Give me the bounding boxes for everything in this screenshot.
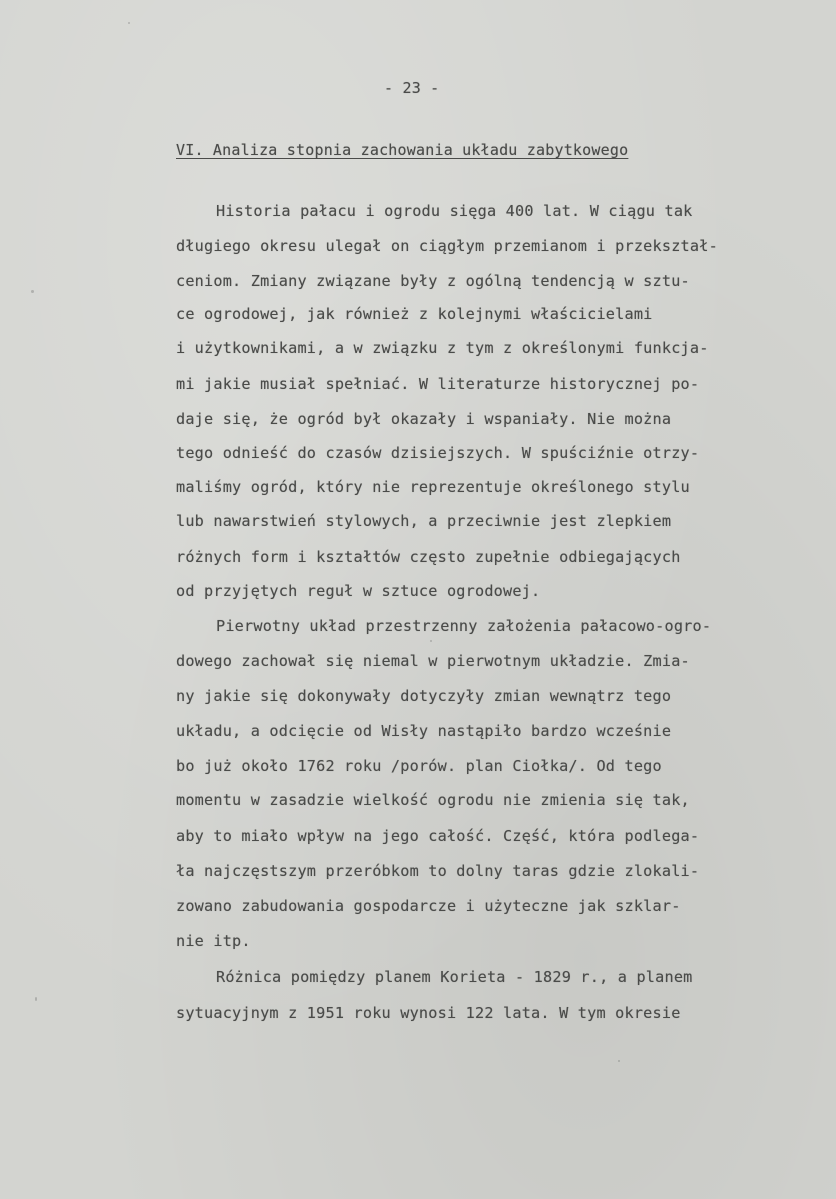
paper-speck <box>128 22 130 24</box>
text-line: mi jakie musiał spełniać. W literaturze historycznej po- <box>176 375 700 393</box>
text-line: od przyjętych reguł w sztuce ogrodowej. <box>176 582 541 600</box>
text-line: daje się, że ogród był okazały i wspaniały. Nie można <box>176 410 672 428</box>
page-number: - 23 - <box>384 79 440 97</box>
text-line: zowano zabudowania gospodarcze i użyteczne jak szklar- <box>176 897 681 915</box>
text-line: tego odnieść do czasów dzisiejszych. W spuściźnie otrzy- <box>176 444 700 462</box>
text-line: i użytkownikami, a w związku z tym z określonymi funkcja- <box>176 339 709 357</box>
text-line: ce ogrodowej, jak również z kolejnymi właścicielami <box>176 305 653 323</box>
section-heading: VI. Analiza stopnia zachowania układu zabytkowego <box>176 141 629 159</box>
text-line: lub nawarstwień stylowych, a przeciwnie jest zlepkiem <box>176 512 672 530</box>
paper-speck <box>618 1060 620 1062</box>
text-line: sytuacyjnym z 1951 roku wynosi 122 lata. W tym okresie <box>176 1004 681 1022</box>
paper-speck <box>430 640 432 642</box>
paper-speck <box>35 997 37 1001</box>
text-line: dowego zachował się niemal w pierwotnym układzie. Zmia- <box>176 652 690 670</box>
paper-speck <box>31 290 34 293</box>
text-line: Historia pałacu i ogrodu sięga 400 lat. W ciągu tak <box>216 202 693 220</box>
text-line: różnych form i kształtów często zupełnie odbiegających <box>176 548 681 566</box>
text-line: momentu w zasadzie wielkość ogrodu nie zmienia się tak, <box>176 791 690 809</box>
text-line: Różnica pomiędzy planem Korieta - 1829 r., a planem <box>216 968 693 986</box>
text-line: Pierwotny układ przestrzenny założenia pałacowo-ogro- <box>216 617 712 635</box>
text-line: długiego okresu ulegał on ciągłym przemianom i przekształ- <box>176 237 718 255</box>
text-line: ny jakie się dokonywały dotyczyły zmian wewnątrz tego <box>176 687 672 705</box>
text-line: aby to miało wpływ na jego całość. Część, która podlega- <box>176 827 700 845</box>
text-line: bo już około 1762 roku /porów. plan Ciołka/. Od tego <box>176 757 662 775</box>
text-line: układu, a odcięcie od Wisły nastąpiło bardzo wcześnie <box>176 722 672 740</box>
text-line: ceniom. Zmiany związane były z ogólną tendencją w sztu- <box>176 272 690 290</box>
text-line: nie itp. <box>176 932 251 950</box>
text-line: maliśmy ogród, który nie reprezentuje określonego stylu <box>176 478 690 496</box>
text-line: ła najczęstszym przeróbkom to dolny taras gdzie zlokali- <box>176 862 700 880</box>
